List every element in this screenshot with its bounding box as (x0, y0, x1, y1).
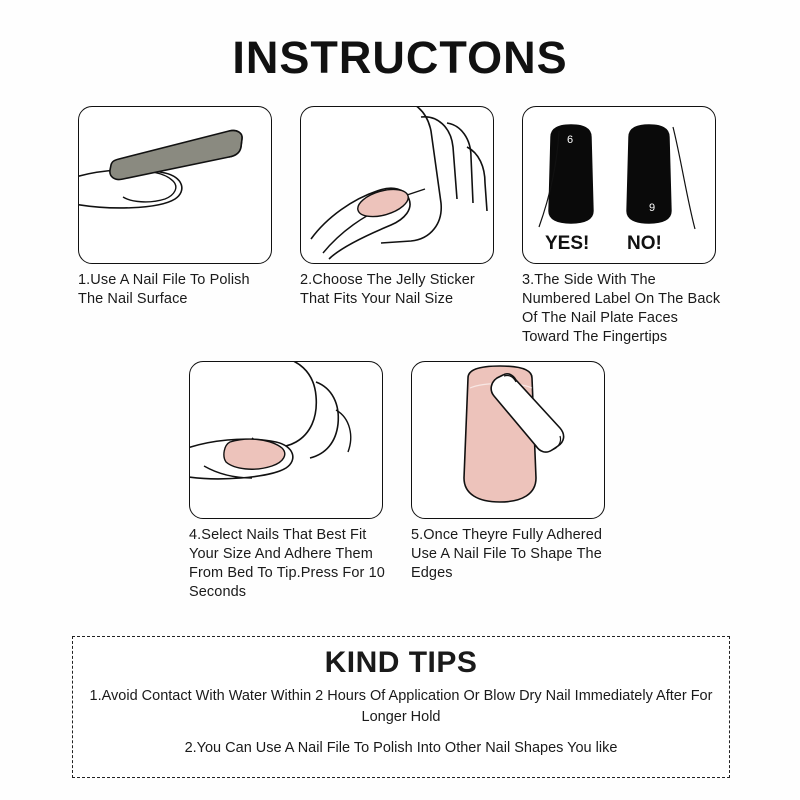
nail-file-polishing-finger-icon (79, 107, 271, 263)
step-4-caption: 4.Select Nails That Best Fit Your Size And Adhere Them From Bed To Tip.Press For 10 Seconds (189, 527, 385, 600)
steps-row-top (0, 106, 800, 347)
step-2-caption: 2.Choose The Jelly Sticker That Fits Your Nail Size (300, 272, 475, 307)
finger-pressing-nail-icon (190, 362, 382, 518)
plate-number-left: 6 (567, 134, 574, 146)
step-3-illustration (522, 106, 716, 264)
step-4 (189, 361, 389, 602)
plate-number-right: 9 (649, 202, 656, 214)
nail-plate-orientation-icon (523, 107, 715, 263)
kind-tips-line-1: 1.Avoid Contact With Water Within 2 Hours Of Application Or Blow Dry Nail Immediately After For Longer Hold (89, 688, 713, 725)
step-5 (411, 361, 611, 602)
kind-tips-title: KIND TIPS (324, 646, 478, 679)
step-1-illustration (78, 106, 272, 264)
step-4-illustration (189, 361, 383, 519)
nail-file-shaping-edges-icon (412, 362, 604, 518)
step-3 (522, 106, 722, 347)
step-2 (300, 106, 500, 347)
no-label: NO! (627, 233, 662, 254)
step-5-illustration (411, 361, 605, 519)
step-2-illustration (300, 106, 494, 264)
hand-holding-jelly-sticker-icon (301, 107, 493, 263)
steps-row-bottom (0, 361, 800, 602)
step-1 (78, 106, 278, 347)
step-5-caption: 5.Once Theyre Fully Adhered Use A Nail File To Shape The Edges (411, 527, 603, 581)
step-3-caption: 3.The Side With The Numbered Label On The Back Of The Nail Plate Faces Toward The Fingertips (522, 272, 721, 345)
kind-tips-box (72, 636, 730, 778)
step-1-caption: 1.Use A Nail File To Polish The Nail Surface (78, 272, 250, 307)
yes-label: YES! (545, 233, 590, 254)
kind-tips-line-2: 2.You Can Use A Nail File To Polish Into Other Nail Shapes You like (184, 740, 618, 756)
page-title: INSTRUCTONS (232, 32, 568, 83)
